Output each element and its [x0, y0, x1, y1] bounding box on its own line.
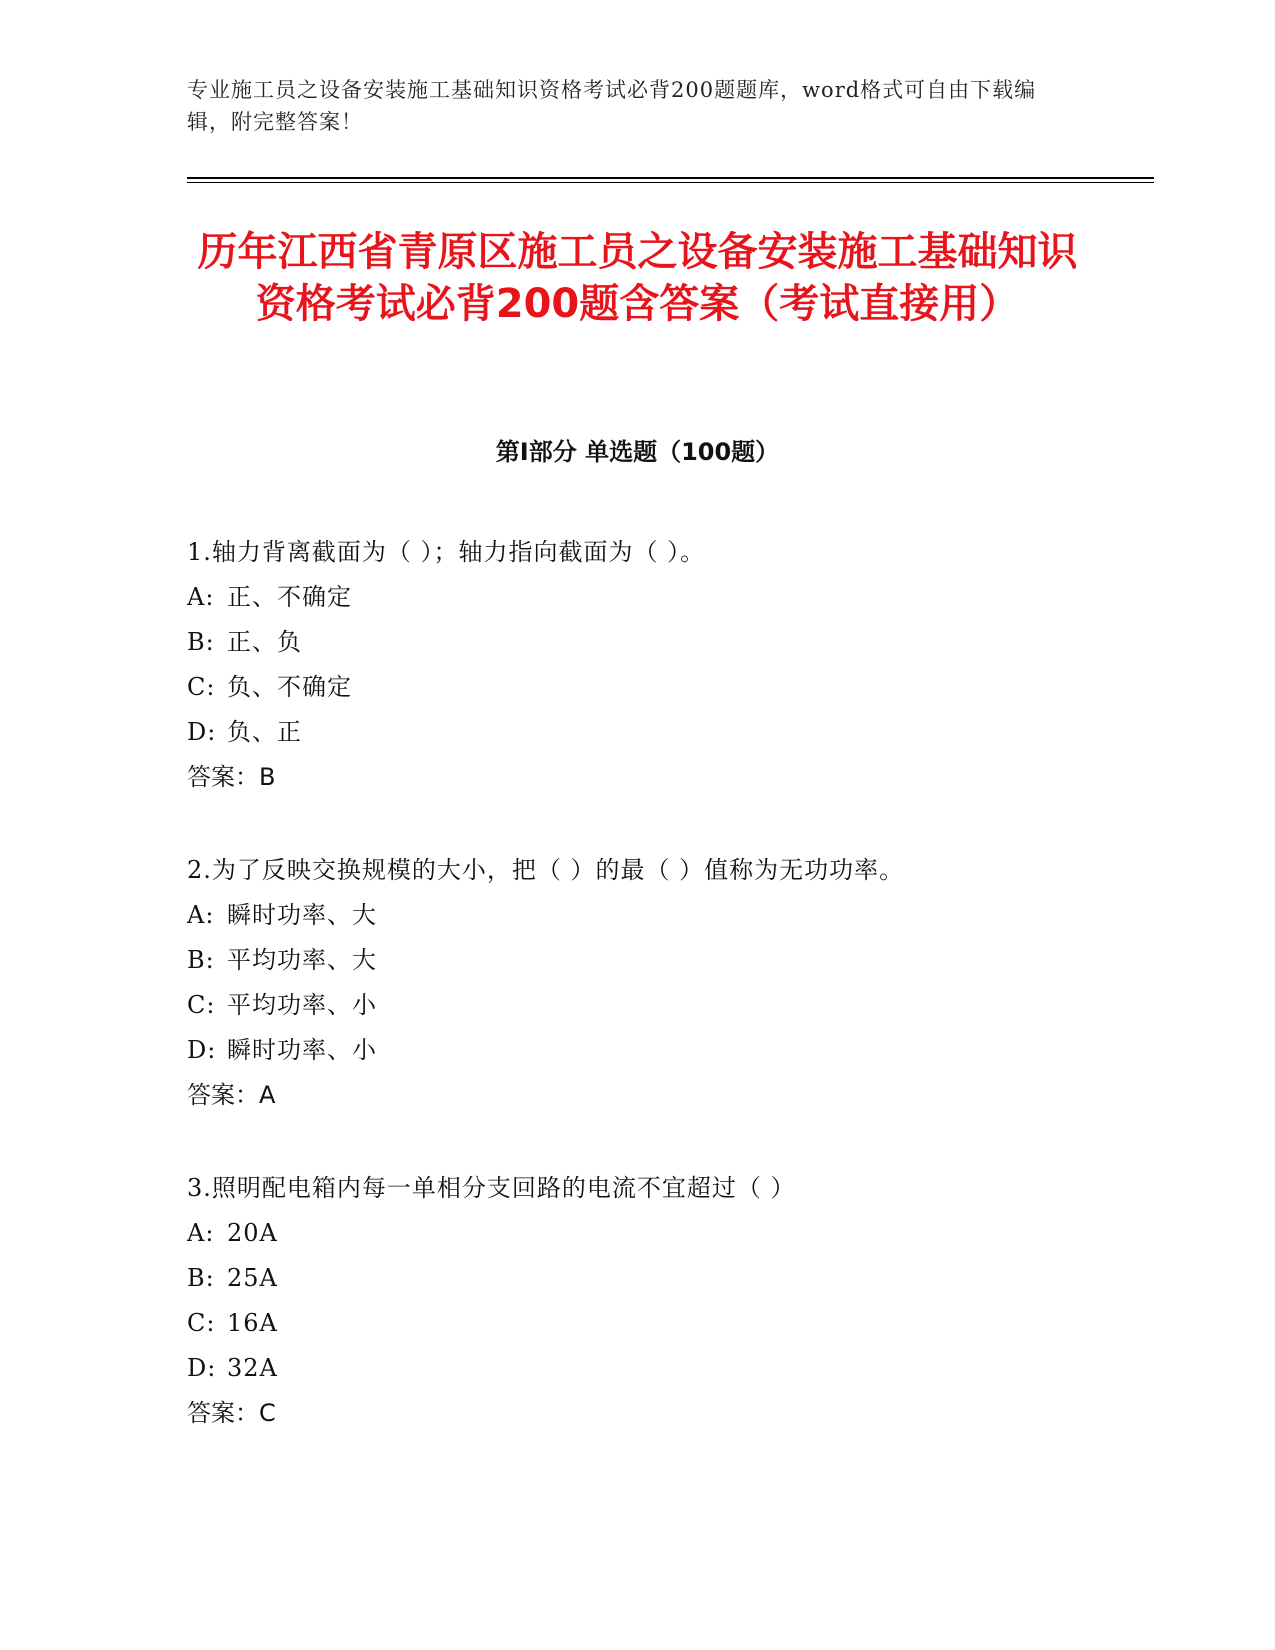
option-c [187, 1301, 1147, 1346]
option-text: 瞬时功率、小 [227, 1036, 377, 1064]
question-stem: 3.照明配电箱内每一单相分支回路的电流不宜超过（ ） [187, 1174, 796, 1202]
section-heading: 第Ⅰ部分 单选题（100题） [495, 438, 780, 466]
option-text: 32A [227, 1354, 278, 1382]
option-letter: B: [187, 1264, 215, 1292]
option-text: 正、负 [227, 628, 302, 656]
option-letter: D: [187, 718, 217, 746]
header-divider-thin [187, 182, 1154, 183]
option-text: 负、正 [227, 718, 302, 746]
option-d [187, 1028, 1147, 1073]
option-b [187, 1256, 1147, 1301]
answer-line: 答案：A [187, 1081, 276, 1109]
header-note: 专业施工员之设备安装施工基础知识资格考试必背200题题库，word格式可自由下载编辑，附完整答案！ [187, 78, 1037, 134]
question-2 [187, 848, 1147, 1118]
option-letter: A: [187, 1219, 215, 1247]
option-text: 平均功率、小 [227, 991, 377, 1019]
header-divider-thick [187, 177, 1154, 179]
option-letter: C: [187, 1309, 216, 1337]
option-d [187, 1346, 1147, 1391]
option-letter: D: [187, 1354, 217, 1382]
answer-line: 答案：B [187, 763, 276, 791]
option-text: 20A [227, 1219, 278, 1247]
option-a [187, 1211, 1147, 1256]
option-a [187, 575, 1147, 620]
question-1 [187, 530, 1147, 800]
question-stem: 1.轴力背离截面为（ ）；轴力指向截面为（ ）。 [187, 538, 706, 566]
option-b [187, 620, 1147, 665]
question-3 [187, 1166, 1147, 1436]
option-letter: C: [187, 991, 216, 1019]
option-text: 瞬时功率、大 [227, 901, 377, 929]
option-c [187, 983, 1147, 1028]
option-text: 负、不确定 [227, 673, 352, 701]
option-a [187, 893, 1147, 938]
option-letter: D: [187, 1036, 217, 1064]
option-b [187, 938, 1147, 983]
question-list [187, 530, 1147, 1484]
option-text: 16A [227, 1309, 278, 1337]
document-title: 历年江西省青原区施工员之设备安装施工基础知识资格考试必背200题含答案（考试直接用） [197, 229, 1078, 327]
answer-line: 答案：C [187, 1399, 276, 1427]
option-d [187, 710, 1147, 755]
option-letter: B: [187, 628, 215, 656]
option-letter: A: [187, 901, 215, 929]
option-text: 25A [227, 1264, 278, 1292]
option-text: 平均功率、大 [227, 946, 377, 974]
option-text: 正、不确定 [227, 583, 352, 611]
option-letter: B: [187, 946, 215, 974]
question-stem: 2.为了反映交换规模的大小，把（ ）的最（ ）值称为无功功率。 [187, 856, 905, 884]
option-letter: A: [187, 583, 215, 611]
option-c [187, 665, 1147, 710]
option-letter: C: [187, 673, 216, 701]
